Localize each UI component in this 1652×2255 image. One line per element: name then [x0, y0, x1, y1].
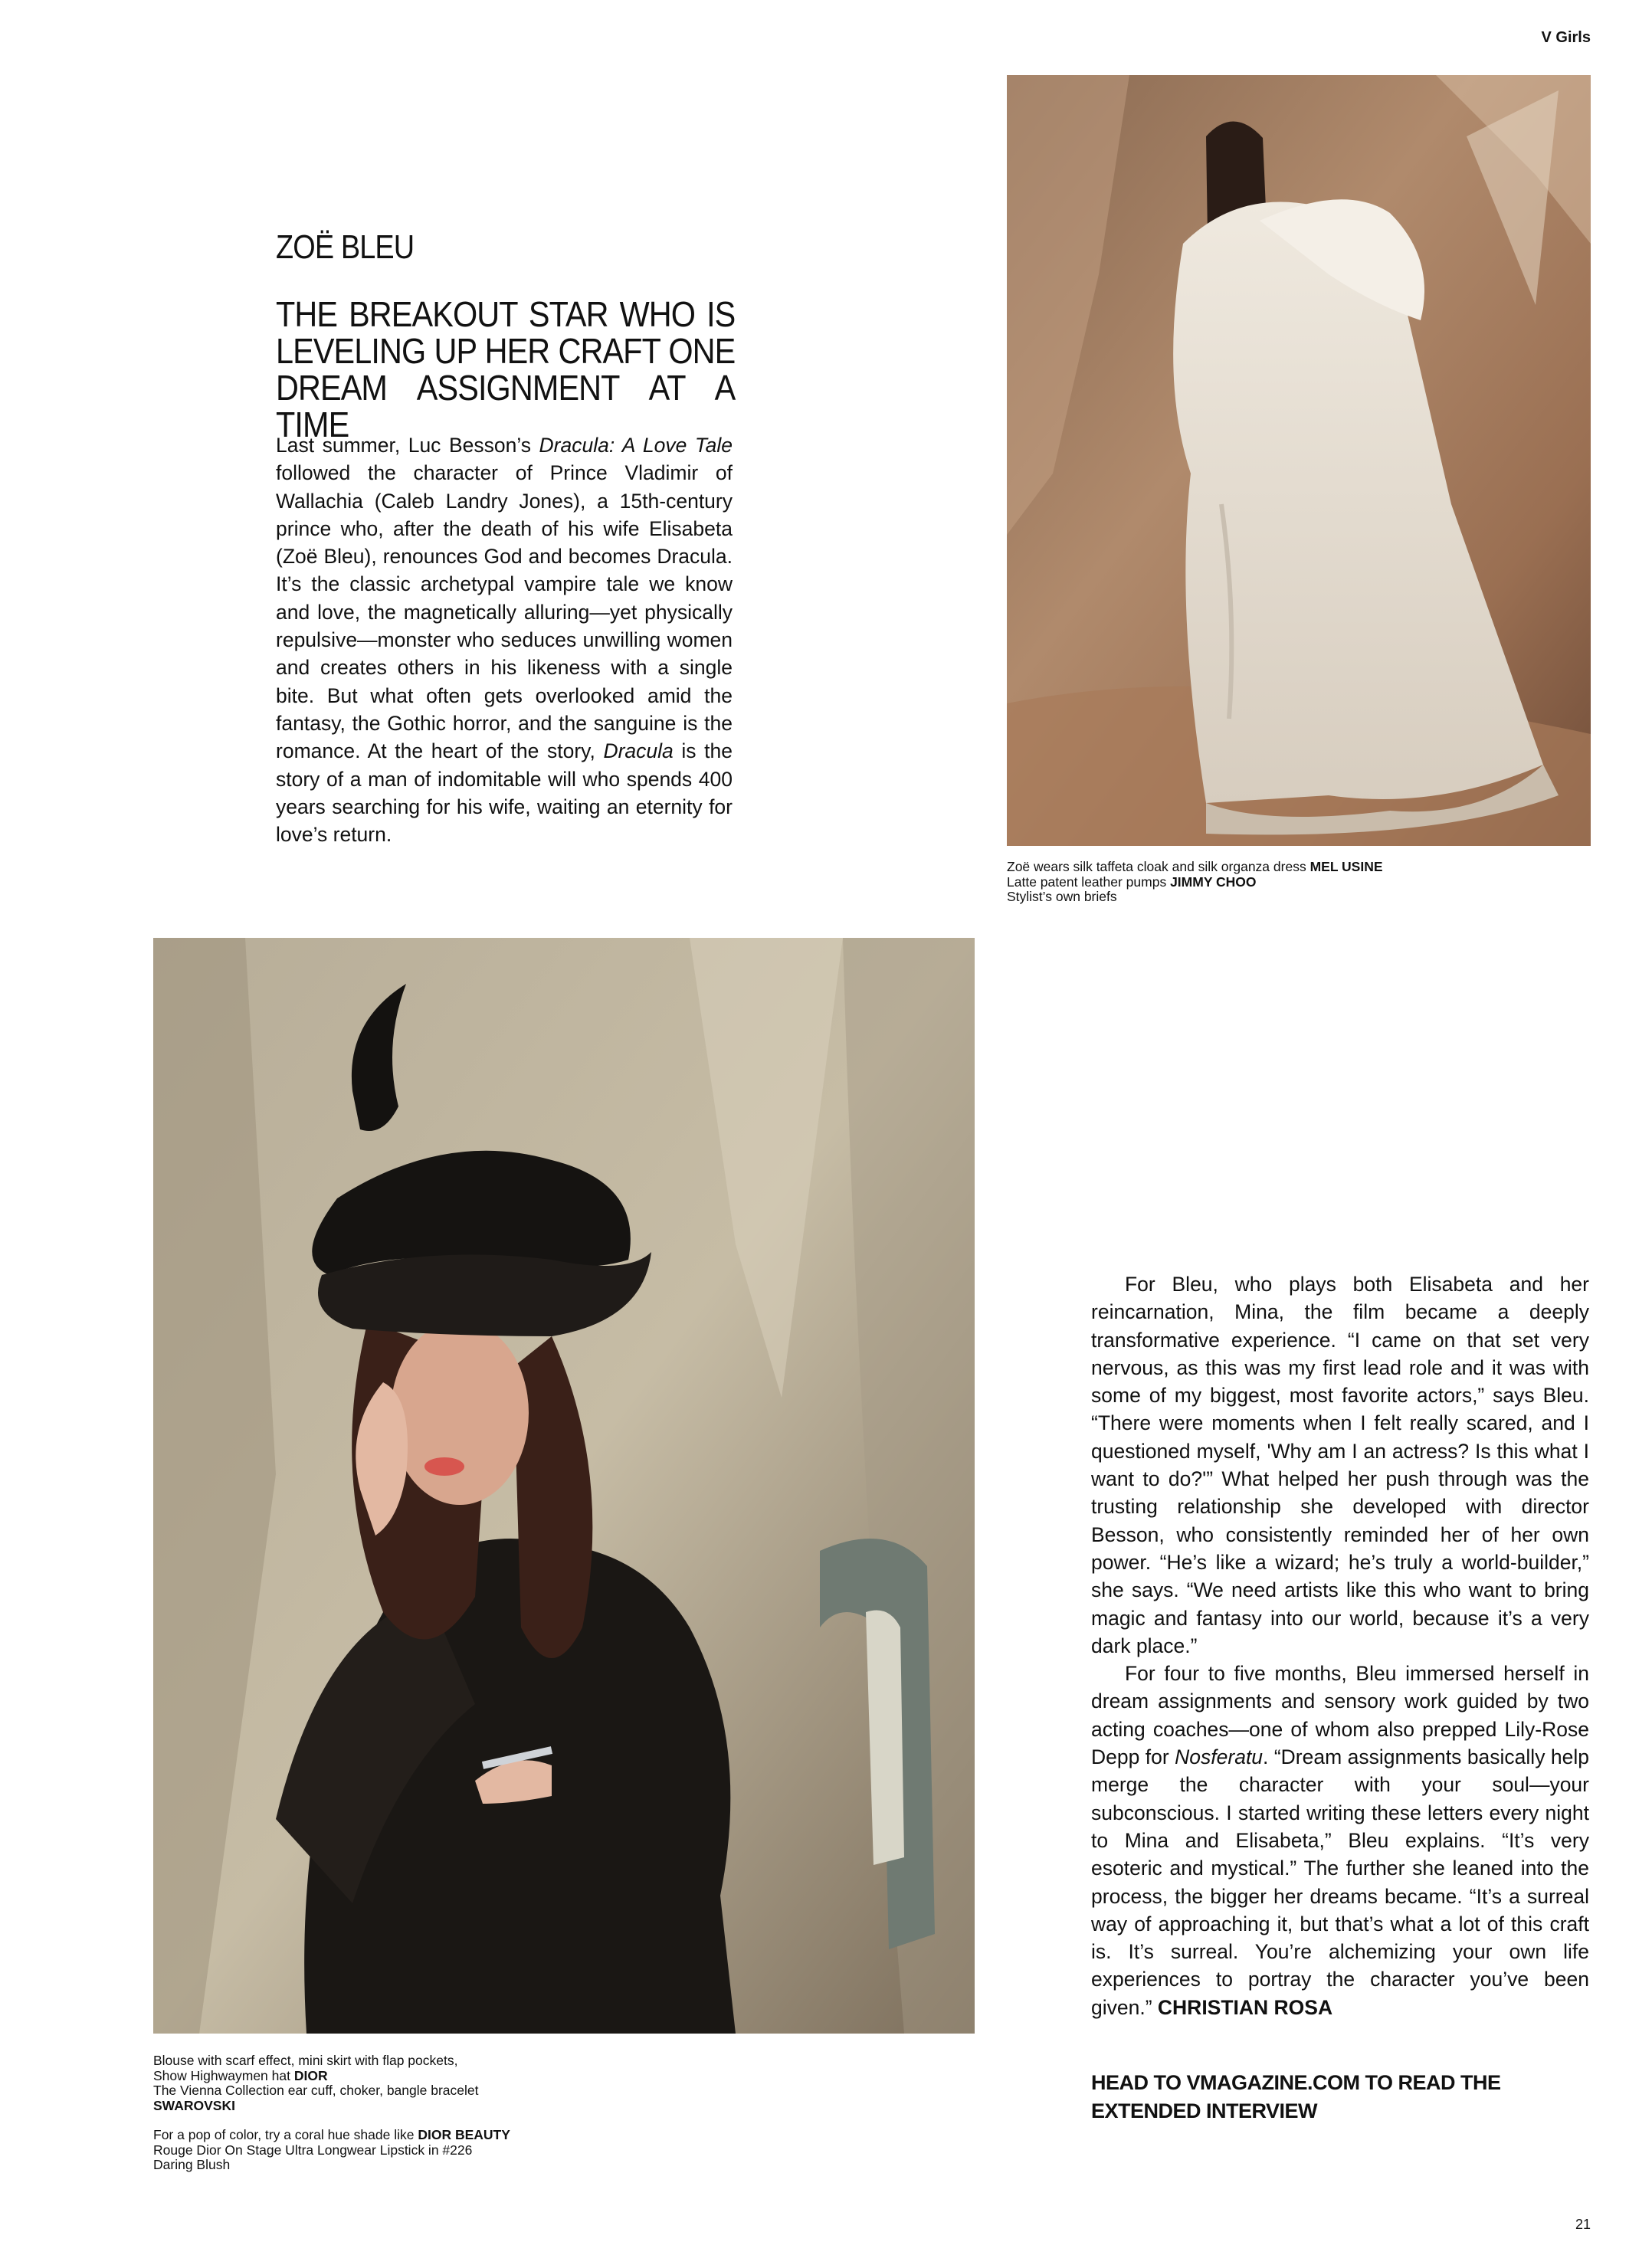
- author-byline: CHRISTIAN ROSA: [1157, 1995, 1333, 2019]
- subject-name: ZOË BLEU: [276, 228, 415, 266]
- section-label: V Girls: [1541, 29, 1591, 46]
- body-column-right: [1091, 1270, 1589, 2021]
- photo-black-hat: [153, 938, 975, 2034]
- brand-credit: DIOR BEAUTY: [418, 2127, 510, 2142]
- article-headline: THE BREAKOUT STAR WHO IS LEVELING UP HER CRAFT ONE DREAM ASSIGNMENT AT A TIME: [276, 294, 736, 444]
- photo-caption-top: Zoë wears silk taffeta cloak and silk organza dress MEL USINE Latte patent leather pumps JIMMY CHOO Stylist’s own briefs: [1007, 859, 1383, 904]
- photo-white-gown: [1007, 75, 1591, 846]
- photo-caption-bottom: Blouse with scarf effect, mini skirt with flap pockets, Show Highwaymen hat DIOR The Vienna Collection ear cuff, choker, bangle bracelet SWAROVSKI For a pop of color, try a coral hue shade like DIOR BEAUTY Rouge Dior On Stage Ultra Longwear Lipstick in #226 Daring Blush: [153, 2053, 510, 2172]
- brand-credit: JIMMY CHOO: [1170, 873, 1257, 890]
- brand-credit: DIOR: [293, 2067, 328, 2083]
- page-number: 21: [1575, 2217, 1591, 2232]
- intro-paragraph: Last summer, Luc Besson’s Dracula: A Love Tale followed the character of Prince Vladimir of Wallachia (Caleb Landry Jones), a 15th-century prince who, after the death of his wife Elisabeta (Zoë Bleu), renounces God and becomes Dracula. It’s the classic archetypal vampire tale we know and love, the magnetically alluring—yet physically repulsive—monster who seduces unwilling women and creates others in his likeness with a single bite. But what often gets overlooked amid the fantasy, the Gothic horror, and the sanguine is the romance. At the heart of the story, Dracula is the story of a man of indomitable will who spends 400 years searching for his wife, waiting an eternity for love’s return.: [276, 434, 733, 847]
- film-title: Dracula: A Love Tale: [539, 434, 733, 457]
- brand-credit: MEL USINE: [1309, 859, 1383, 874]
- body-paragraph: For Bleu, who plays both Elisabeta and her reincarnation, Mina, the film became a deeply transformative experience. “I came on that set very nervous, as this was my first lead role and it was with some of my biggest, most favorite actors,” says Bleu. “There were moments when I felt really scared, and I questioned myself, 'Why am I an actress? Is this what I want to do?'” What helped her push through was the trusting relationship she developed with director Besson, who consistently reminded her of her own power. “He’s like a wizard; he’s truly a world-builder,” she says. “We need artists like this who want to bring magic and fantasy into our world, because it’s a very dark place.”: [1091, 1273, 1589, 1657]
- read-more-callout: HEAD TO VMAGAZINE.COM TO READ THE EXTENDED INTERVIEW: [1091, 2071, 1501, 2122]
- brand-credit: SWAROVSKI: [153, 2097, 235, 2113]
- film-title: Nosferatu: [1175, 1745, 1264, 1769]
- body-paragraph: For four to five months, Bleu immersed herself in dream assignments and sensory work guided by two acting coaches—one of whom also prepped Lily-Rose Depp for Nosferatu. “Dream assignments basically help merge the character with your soul—your subconscious. I started writing these letters every night to Mina and Elisabeta,” Bleu explains. “It’s very esoteric and mystical.” The further she leaned into the process, the bigger her dreams became. “It’s a surreal way of approaching it, but that’s what a lot of this craft is. It’s surreal. You’re alchemizing your own life experiences to portray the character you’ve been given.” CHRISTIAN ROSA: [1091, 1662, 1589, 2019]
- film-title: Dracula: [603, 739, 674, 763]
